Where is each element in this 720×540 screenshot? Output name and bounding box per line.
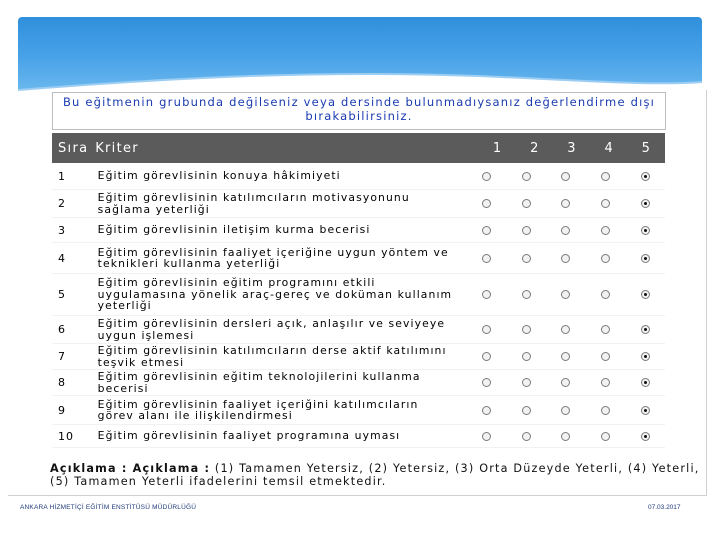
score-radio-1[interactable]	[482, 172, 491, 181]
score-radio-5[interactable]	[641, 199, 650, 208]
score-cell-2	[506, 432, 546, 441]
row-number: 8	[58, 376, 66, 389]
score-cell-3	[546, 378, 586, 387]
score-cell-4	[586, 226, 626, 235]
footer-date: 07.03.2017	[648, 504, 681, 511]
score-cell-1	[467, 172, 507, 181]
score-radio-3[interactable]	[561, 432, 570, 441]
header-score-5: 5	[641, 140, 652, 156]
score-radio-5[interactable]	[641, 325, 650, 334]
score-cell-2	[506, 406, 546, 415]
score-radio-2[interactable]	[522, 290, 531, 299]
score-cell-1	[467, 325, 507, 334]
score-radio-1[interactable]	[482, 226, 491, 235]
score-radio-2[interactable]	[522, 406, 531, 415]
score-radio-4[interactable]	[601, 325, 610, 334]
score-radio-3[interactable]	[561, 290, 570, 299]
score-cell-4	[586, 378, 626, 387]
score-radio-4[interactable]	[601, 290, 610, 299]
score-radio-2[interactable]	[522, 352, 531, 361]
score-radio-5[interactable]	[641, 432, 650, 441]
score-radio-2[interactable]	[522, 432, 531, 441]
score-radio-2[interactable]	[522, 226, 531, 235]
score-cell-3	[546, 254, 586, 263]
score-radio-1[interactable]	[482, 432, 491, 441]
table-row	[52, 316, 665, 344]
header-score-1: 1	[492, 140, 503, 156]
header-kriter: Kriter	[95, 140, 139, 156]
notice-box	[52, 92, 666, 130]
notice-line-1: Bu eğitmenin grubunda değilseniz veya dersinde bulunmadıysanız değerlendirme dışı	[62, 95, 656, 109]
score-cell-2	[506, 378, 546, 387]
score-cell-2	[506, 226, 546, 235]
legend-text: (1) Tamamen Yetersiz, (2) Yetersiz, (3) Orta Düzeyde Yeterli, (4) Yeterli, (5) Tamamen Yeterli ifadelerini temsil etmektedir.	[50, 462, 700, 488]
score-cell-5	[625, 172, 665, 181]
score-radio-1[interactable]	[482, 325, 491, 334]
score-cell-1	[467, 290, 507, 299]
score-radio-5[interactable]	[641, 378, 650, 387]
score-radio-4[interactable]	[601, 406, 610, 415]
score-cell-4	[586, 432, 626, 441]
score-radio-4[interactable]	[601, 226, 610, 235]
score-cell-2	[506, 290, 546, 299]
score-cell-5	[625, 378, 665, 387]
score-cell-2	[506, 199, 546, 208]
row-criterion: Eğitim görevlisinin dersleri açık, anlaşılır ve seviyeye uygun işlemesi	[97, 317, 446, 342]
row-criterion: Eğitim görevlisinin katılımcıların derse aktif katılımını teşvik etmesi	[97, 344, 447, 369]
score-cell-3	[546, 226, 586, 235]
score-radio-3[interactable]	[561, 378, 570, 387]
score-cell-3	[546, 199, 586, 208]
score-radio-5[interactable]	[641, 226, 650, 235]
row-number: 10	[58, 429, 74, 443]
table-row	[52, 190, 665, 218]
evaluation-table	[52, 133, 665, 448]
score-cell-5	[625, 406, 665, 415]
score-cell-3	[546, 172, 586, 181]
legend-explanation	[50, 462, 710, 488]
score-cell-2	[506, 254, 546, 263]
score-radio-3[interactable]	[561, 406, 570, 415]
score-radio-2[interactable]	[522, 254, 531, 263]
score-radio-4[interactable]	[601, 254, 610, 263]
table-row	[52, 396, 665, 425]
row-number: 1	[58, 169, 66, 183]
row-criterion: Eğitim görevlisinin faaliyet içeriğini katılımcıların görev alanı ile ilişkilendirmesi	[97, 397, 419, 422]
score-radio-1[interactable]	[482, 378, 491, 387]
row-criterion: Eğitim görevlisinin katılımcıların motivasyonunu sağlama yeterliği	[97, 191, 410, 216]
score-cell-1	[467, 378, 507, 387]
table-row	[52, 274, 665, 316]
score-radio-5[interactable]	[641, 172, 650, 181]
score-cell-3	[546, 406, 586, 415]
table-row	[52, 344, 665, 370]
score-radio-3[interactable]	[561, 172, 570, 181]
score-radio-1[interactable]	[482, 406, 491, 415]
score-cell-3	[546, 290, 586, 299]
row-number: 4	[58, 251, 66, 265]
score-radio-1[interactable]	[482, 290, 491, 299]
score-cell-1	[467, 352, 507, 361]
score-cell-5	[625, 290, 665, 299]
row-criterion: Eğitim görevlisinin konuya hâkimiyeti	[97, 169, 341, 183]
header-score-4: 4	[604, 140, 615, 156]
score-radio-2[interactable]	[522, 172, 531, 181]
score-cell-5	[625, 432, 665, 441]
score-cell-4	[586, 325, 626, 334]
score-radio-1[interactable]	[482, 352, 491, 361]
score-cell-5	[625, 226, 665, 235]
row-number: 3	[58, 223, 66, 237]
row-number: 9	[58, 403, 66, 417]
score-cell-4	[586, 199, 626, 208]
score-radio-2[interactable]	[522, 325, 531, 334]
score-radio-4[interactable]	[601, 172, 610, 181]
score-radio-1[interactable]	[482, 254, 491, 263]
score-radio-2[interactable]	[522, 199, 531, 208]
row-criterion: Eğitim görevlisinin eğitim programını etkili uygulamasına yönelik araç-gereç ve doküman kullanım yeterliği	[97, 276, 453, 313]
score-cell-2	[506, 325, 546, 334]
legend-label: Açıklama : Açıklama :	[50, 462, 211, 475]
score-radio-5[interactable]	[641, 290, 650, 299]
score-cell-5	[625, 199, 665, 208]
score-cell-4	[586, 254, 626, 263]
score-radio-4[interactable]	[601, 432, 610, 441]
score-cell-2	[506, 172, 546, 181]
score-radio-2[interactable]	[522, 378, 531, 387]
score-cell-5	[625, 254, 665, 263]
score-cell-2	[506, 352, 546, 361]
score-cell-4	[586, 406, 626, 415]
header-score-2: 2	[530, 140, 540, 156]
score-cell-5	[625, 325, 665, 334]
score-cell-1	[467, 254, 507, 263]
score-radio-5[interactable]	[641, 254, 650, 263]
score-cell-3	[546, 432, 586, 441]
row-number: 7	[58, 350, 66, 363]
score-radio-3[interactable]	[561, 199, 570, 208]
row-number: 5	[58, 288, 66, 301]
score-cell-4	[586, 290, 626, 299]
score-cell-1	[467, 432, 507, 441]
table-body	[52, 163, 665, 448]
score-radio-3[interactable]	[561, 254, 570, 263]
row-number: 6	[58, 323, 66, 336]
score-cell-1	[467, 199, 507, 208]
score-radio-4[interactable]	[601, 199, 610, 208]
row-criterion: Eğitim görevlisinin iletişim kurma becerisi	[97, 223, 371, 237]
score-radio-3[interactable]	[561, 325, 570, 334]
score-cell-1	[467, 406, 507, 415]
score-cell-3	[546, 352, 586, 361]
table-row	[52, 243, 665, 274]
row-criterion: Eğitim görevlisinin faaliyet programına uyması	[97, 429, 401, 443]
score-radio-5[interactable]	[641, 406, 650, 415]
score-radio-3[interactable]	[561, 226, 570, 235]
footer-institution: ANKARA HİZMETİÇİ EĞİTİM ENSTİTÜSÜ MÜDÜRLÜĞÜ	[20, 504, 197, 511]
score-radio-3[interactable]	[561, 352, 570, 361]
table-row	[52, 425, 665, 448]
score-cell-3	[546, 325, 586, 334]
row-criterion: Eğitim görevlisinin faaliyet içeriğine uygun yöntem ve teknikleri kullanma yeterliği	[97, 245, 449, 270]
table-row	[52, 370, 665, 396]
score-radio-4[interactable]	[601, 378, 610, 387]
row-criterion: Eğitim görevlisinin eğitim teknolojilerini kullanma becerisi	[97, 370, 421, 395]
score-radio-1[interactable]	[482, 199, 491, 208]
score-radio-5[interactable]	[641, 352, 650, 361]
table-row	[52, 218, 665, 243]
score-radio-4[interactable]	[601, 352, 610, 361]
notice-line-2: bırakabilirsiniz.	[305, 109, 413, 123]
score-cell-1	[467, 226, 507, 235]
row-number: 2	[58, 197, 66, 210]
score-cell-4	[586, 172, 626, 181]
table-header	[52, 133, 665, 163]
score-cell-5	[625, 352, 665, 361]
score-cell-4	[586, 352, 626, 361]
header-score-3: 3	[567, 140, 577, 156]
table-row	[52, 163, 665, 190]
header-sira: Sıra	[58, 140, 89, 156]
